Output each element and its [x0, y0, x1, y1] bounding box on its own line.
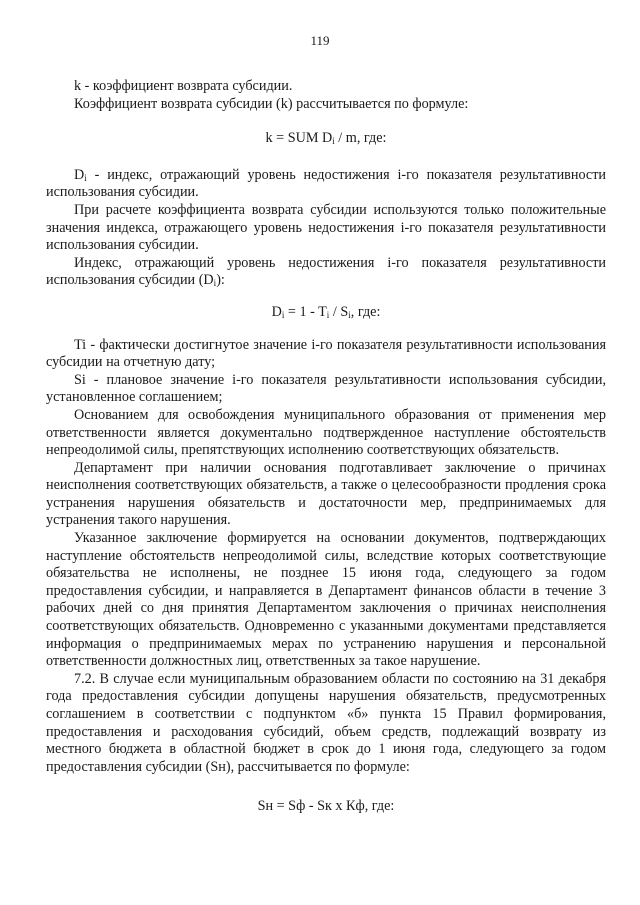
formula-k-sub: i	[332, 136, 335, 147]
formula-d-post: , где:	[350, 303, 381, 320]
paragraph-conclusion: Указанное заключение формируется на основании документов, подтверждающих наступление обстоятельств непреодолимой силы, вследствие которых соответствующие обязательства не исполнены, не позднее 15 июня года, следующего за годом предоставления субсидии, и направляется в Департамент финансов области в течение 3 рабочих дней со дня принятия Департаментом заключения о причинах неисполнения соответствующих обязательств. Одновременно с указанными документами представляется информация о предпринимаемых мерах по устранению нарушения и персональной ответственности должностных лиц, ответственных за такое нарушение.	[46, 530, 606, 670]
formula-d-sub3: i	[348, 309, 351, 320]
di-definition-text: - индекс, отражающий уровень недостижения i-го показателя результативности использования субсидии.	[46, 166, 606, 201]
formula-d	[46, 304, 606, 322]
formula-k-post: / m, где:	[334, 130, 387, 147]
k-definition: k - коэффициент возврата субсидии.	[74, 78, 293, 94]
index-post: ):	[216, 272, 225, 289]
paragraph-index	[46, 255, 606, 290]
k-formula-intro: Коэффициент возврата субсидии (k) рассчитывается по формуле:	[74, 95, 469, 112]
di-definition	[46, 167, 606, 202]
paragraph-positive-values: При расчете коэффициента возврата субсидии используются только положительные значения индекса, отражающего уровень недостижения i-го показателя результативности использования субсидии.	[46, 201, 606, 254]
index-text: Индекс, отражающий уровень недостижения i-го показателя результативности использования субсидии (D	[46, 254, 606, 289]
formula-sn: Sн = Sф - Sк х Кф, где:	[257, 798, 395, 815]
si-definition: Si - плановое значение i-го показателя результативности использования субсидии, установленное соглашением;	[46, 371, 606, 406]
formula-d-pre: D	[271, 303, 282, 320]
di-sub: i	[84, 172, 87, 183]
formula-d-sub2: i	[326, 309, 330, 320]
index-sub: i	[213, 278, 217, 289]
formula-d-mid: = 1 - T	[284, 303, 327, 320]
di-symbol: D	[74, 166, 85, 183]
paragraph-basis: Основанием для освобождения муниципального образования от применения мер ответственности является документально подтвержденное наступление обстоятельств непреодолимой силы, препятствующих исполнению соответствующих обязательств.	[46, 406, 606, 459]
page-number: 119	[310, 33, 330, 48]
formula-d-mid2: / S	[329, 303, 349, 320]
formula-k	[46, 130, 606, 148]
ti-definition: Ti - фактически достигнутое значение i-го показателя результативности использования субсидии на отчетную дату;	[46, 336, 606, 371]
paragraph-7-2: 7.2. В случае если муниципальным образованием области по состоянию на 31 декабря года предоставления субсидии допущены нарушения обязательств, предусмотренных соглашением в соответствии с подпунктом «б» пункта 15 Правил формирования, предоставления и расходования субсидий, объем средств, подлежащий возврату из местного бюджета в областной бюджет в срок до 1 июня года, следующего за годом предоставления субсидии (Sн), рассчитывается по формуле:	[46, 670, 606, 775]
formula-k-pre: k = SUM D	[265, 130, 333, 147]
paragraph-department: Департамент при наличии основания подготавливает заключение о причинах неисполнения соответствующих обязательств, а также о целесообразности продления срока устранения нарушения обязательств и достаточности мер, предпринимаемых для устранения такого нарушения.	[46, 459, 606, 529]
document-body	[46, 78, 606, 816]
formula-d-sub1: i	[281, 309, 285, 320]
